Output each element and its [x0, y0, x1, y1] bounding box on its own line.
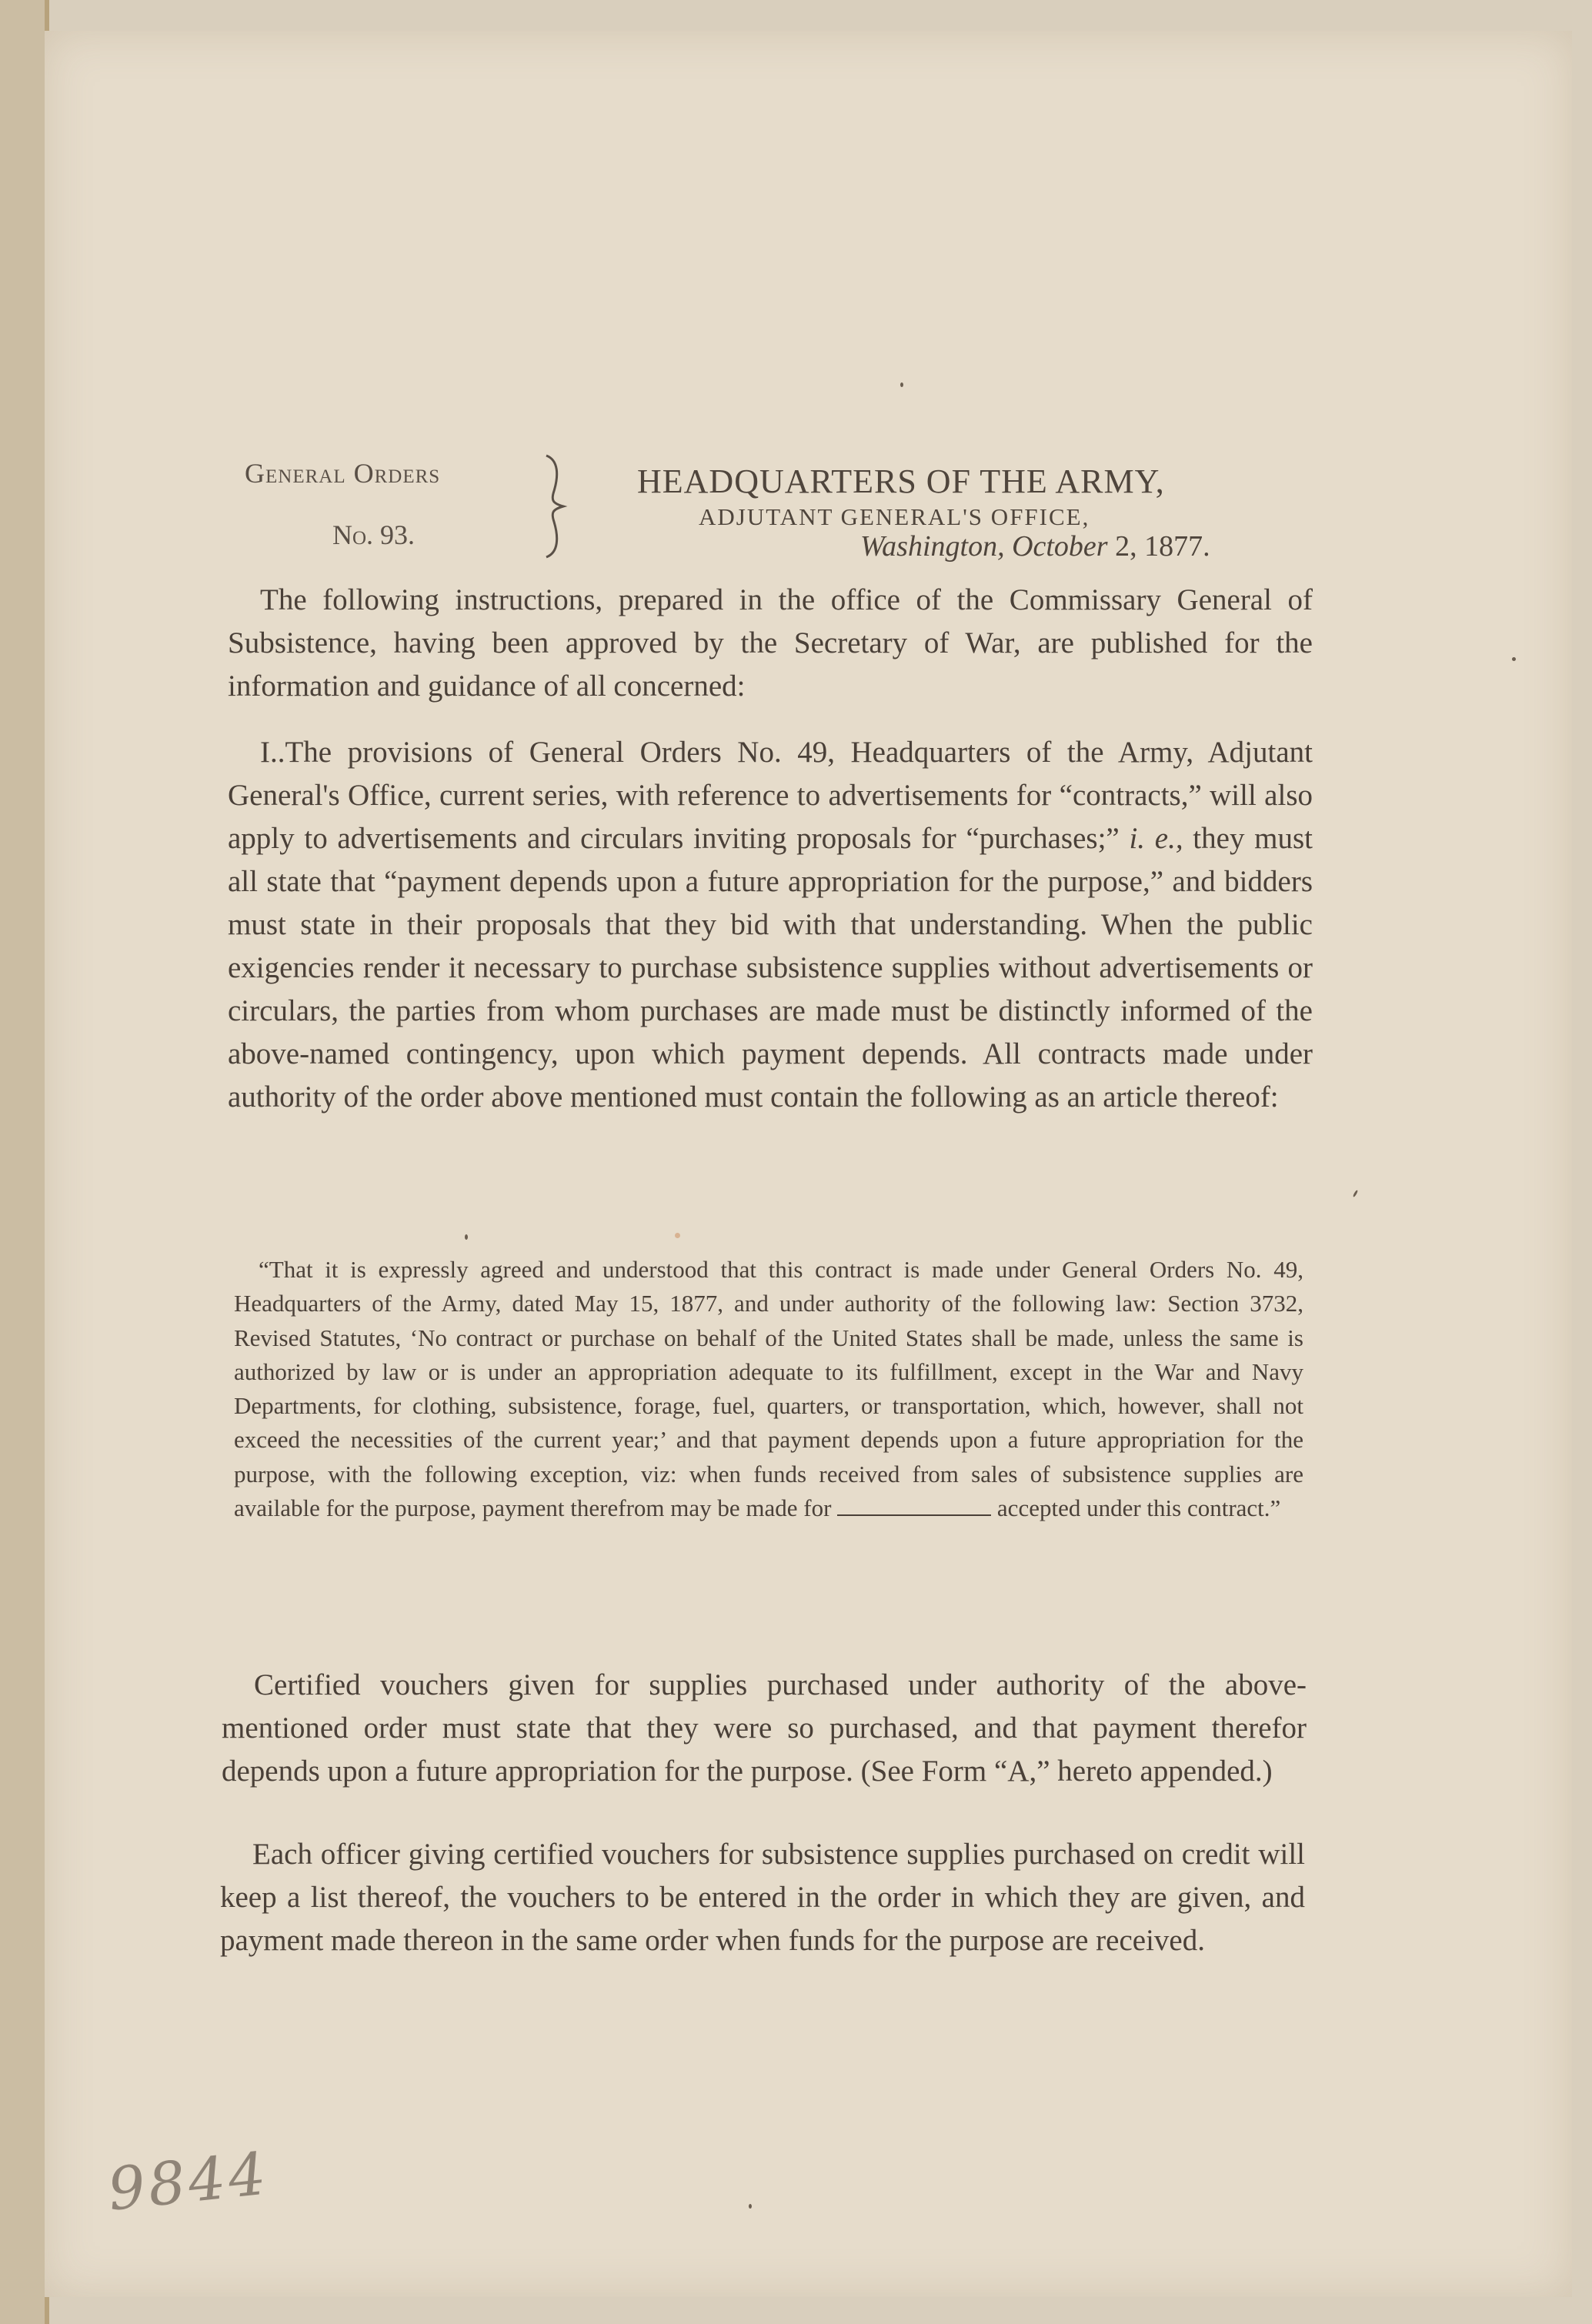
order-header	[245, 452, 1307, 568]
paper-speck	[465, 1234, 468, 1240]
certified-text: Certified vouchers given for supplies purchased under authority of the above-mentioned order must state that they were so purchased, and that payment therefor depends upon a future appropriation for the purpose. (See Form “A,” hereto appended.)	[222, 1668, 1307, 1788]
certified-vouchers-paragraph	[222, 1664, 1307, 1793]
section-one-ie: i. e.,	[1129, 822, 1183, 855]
section-one-text-b: they must all state that “payment depends upon a future appropriation for the purpose,” and bidders must state in their proposals that they bid with that understanding. When the public exigencies render it necessary to purchase subsistence supplies without advertisements or circulars, the parties from whom purchases are made must be distinctly informed of the above-named contingency, upon which payment depends. All contracts made under authority of the order above mentioned must contain the following as an article thereof:	[228, 822, 1313, 1114]
quote-text-a: “That it is expressly agreed and understood that this contract is made under General Orders No. 49, Headquarters of the Army, dated May 15, 1877, and under authority of the following law: Section 3732, Revised Statutes, ‘No contract or purchase on behalf of the United States shall be made, unless the same is authorized by law or is under an appropriation adequate to its fulfillment, except in the War and Navy Departments, for clothing, subsistence, forage, fuel, quarters, or transportation, which, however, shall not exceed the necessities of the current year;’ and that payment depends upon a future appropriation for the purpose, with the following exception, viz: when funds received from sales of subsistence supplies are available for the purpose, payment therefrom may be made for	[234, 1256, 1303, 1522]
issue-date-year: 2, 1877.	[1115, 530, 1210, 563]
paper-speck	[1512, 657, 1516, 661]
quote-text-b: accepted under this contract.”	[996, 1494, 1281, 1522]
issue-date-place: Washington, October	[860, 530, 1108, 563]
fill-in-blank	[837, 1514, 991, 1516]
section-one-text	[228, 731, 1313, 1119]
curly-brace-icon	[542, 452, 568, 560]
section-one-text-a: I..The provisions of General Orders No. 49, Headquarters of the Army, Adjutant General's Office, current series, with reference to advertisements for “contracts,” will also apply to advertisements and circulars inviting proposals for “purchases;”	[228, 736, 1313, 855]
paper-speck	[900, 382, 903, 387]
officer-list-text: Each officer giving certified vouchers for subsistence supplies purchased on credit will keep a list thereof, the vouchers to be entered in the order in which they are given, and payment made thereon in the same order when funds for the purpose are received.	[220, 1838, 1305, 1957]
handwritten-file-number: 9844	[104, 2139, 272, 2224]
intro-paragraph	[228, 579, 1313, 708]
issue-date	[860, 529, 1210, 563]
quote-text	[234, 1253, 1303, 1525]
paper-speck	[749, 2204, 752, 2209]
general-orders-number: No. 93.	[332, 519, 416, 550]
section-one-paragraph	[228, 731, 1313, 1119]
contract-article-quote	[234, 1253, 1303, 1525]
headquarters-title: HEADQUARTERS OF THE ARMY,	[637, 462, 1165, 500]
adjutant-office: ADJUTANT GENERAL'S OFFICE,	[699, 503, 1090, 530]
page-binding-edge	[0, 0, 45, 2324]
officer-list-paragraph	[220, 1833, 1305, 1962]
general-orders-label: General Orders	[245, 458, 441, 489]
paper-speck	[675, 1233, 680, 1238]
intro-text: The following instructions, prepared in the office of the Commissary General of Subsistence, having been approved by the Secretary of War, are published for the information and guidance of all concerned:	[228, 583, 1313, 703]
